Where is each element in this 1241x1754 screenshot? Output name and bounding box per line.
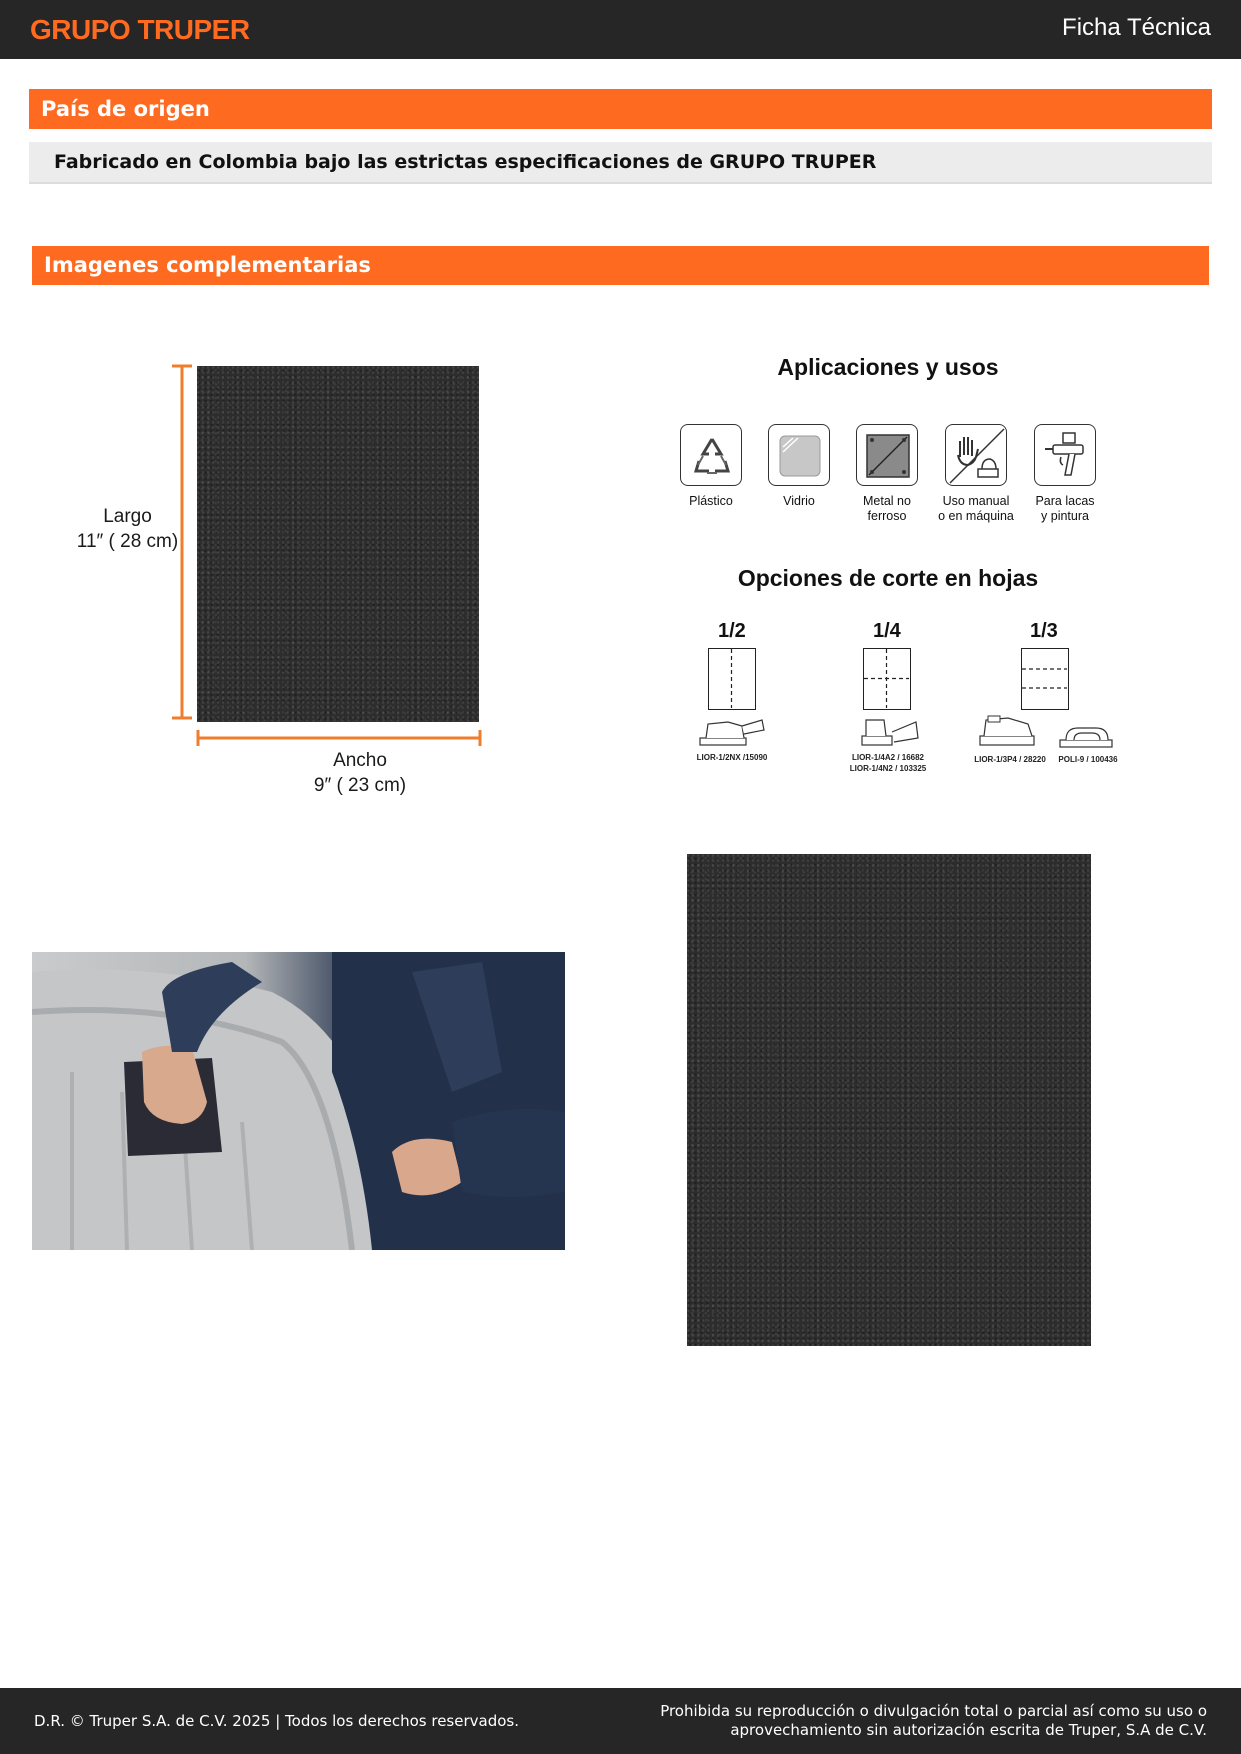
origin-text: Fabricado en Colombia bajo las estrictas especificaciones de GRUPO TRUPER — [29, 142, 1212, 184]
footer-bar — [0, 1688, 1241, 1754]
sanding-block-icon — [1058, 724, 1116, 750]
orbital-sander-icon — [698, 714, 766, 750]
brand-logo: GRUPO TRUPER — [30, 14, 250, 45]
sandpaper-sheet-image — [197, 366, 479, 722]
document-title: Ficha Técnica — [1062, 14, 1211, 41]
legal-notice-line: aprovechamiento sin autorización escrita de Truper, S.A de C.V. — [730, 1721, 1207, 1739]
fraction-half: 1/2 — [718, 620, 746, 642]
palm-sander-icon — [858, 714, 920, 750]
hand-sander-icon — [945, 424, 1007, 486]
images-section-heading: Imagenes complementarias — [32, 246, 1209, 285]
applications-title: Aplicaciones y usos — [777, 354, 999, 380]
legal-notice-line: Prohibida su reproducción o divulgación total o parcial así como su uso o — [660, 1702, 1207, 1720]
origin-section-heading: País de origen — [29, 89, 1212, 129]
cut-model-caption: LIOR-1/2NX /15090 — [696, 753, 768, 762]
metal-plate-icon — [856, 424, 918, 486]
fraction-quarter: 1/4 — [873, 620, 901, 642]
ancho-label: Ancho — [333, 750, 387, 771]
cut-model-caption: POLI-9 / 100436 — [1058, 755, 1118, 764]
cut-model-caption: LIOR-1/4N2 / 103325 — [849, 764, 927, 773]
cut-model-caption: LIOR-1/4A2 / 16682 — [851, 753, 925, 762]
sandpaper-closeup-image — [687, 854, 1091, 1346]
largo-label: Largo — [103, 506, 152, 527]
glass-icon — [768, 424, 830, 486]
car-bumper-sanding-photo — [32, 952, 565, 1250]
cut-third-diagram — [1021, 648, 1069, 710]
cut-half-diagram — [708, 648, 756, 710]
largo-value: 11″ ( 28 cm) — [76, 531, 179, 552]
legal-notice — [587, 1702, 1207, 1740]
cut-quarter-diagram — [863, 648, 911, 710]
application-caption: Vidrio — [783, 494, 815, 508]
ancho-value: 9″ ( 23 cm) — [313, 775, 407, 796]
copyright-text: D.R. © Truper S.A. de C.V. 2025 | Todos los derechos reservados. — [34, 1712, 519, 1730]
application-caption: Metal no ferroso — [863, 494, 911, 523]
application-caption: Uso manual o en máquina — [938, 494, 1014, 523]
fraction-third: 1/3 — [1030, 620, 1058, 642]
sheet-sander-icon — [978, 714, 1040, 750]
top-header-bar — [0, 0, 1241, 59]
application-caption: Para lacas y pintura — [1035, 494, 1095, 523]
recycle-icon — [680, 424, 742, 486]
cut-options-title: Opciones de corte en hojas — [737, 565, 1039, 591]
spray-gun-icon — [1034, 424, 1096, 486]
cut-model-caption: LIOR-1/3P4 / 28220 — [974, 755, 1046, 764]
application-caption: Plástico — [689, 494, 733, 508]
